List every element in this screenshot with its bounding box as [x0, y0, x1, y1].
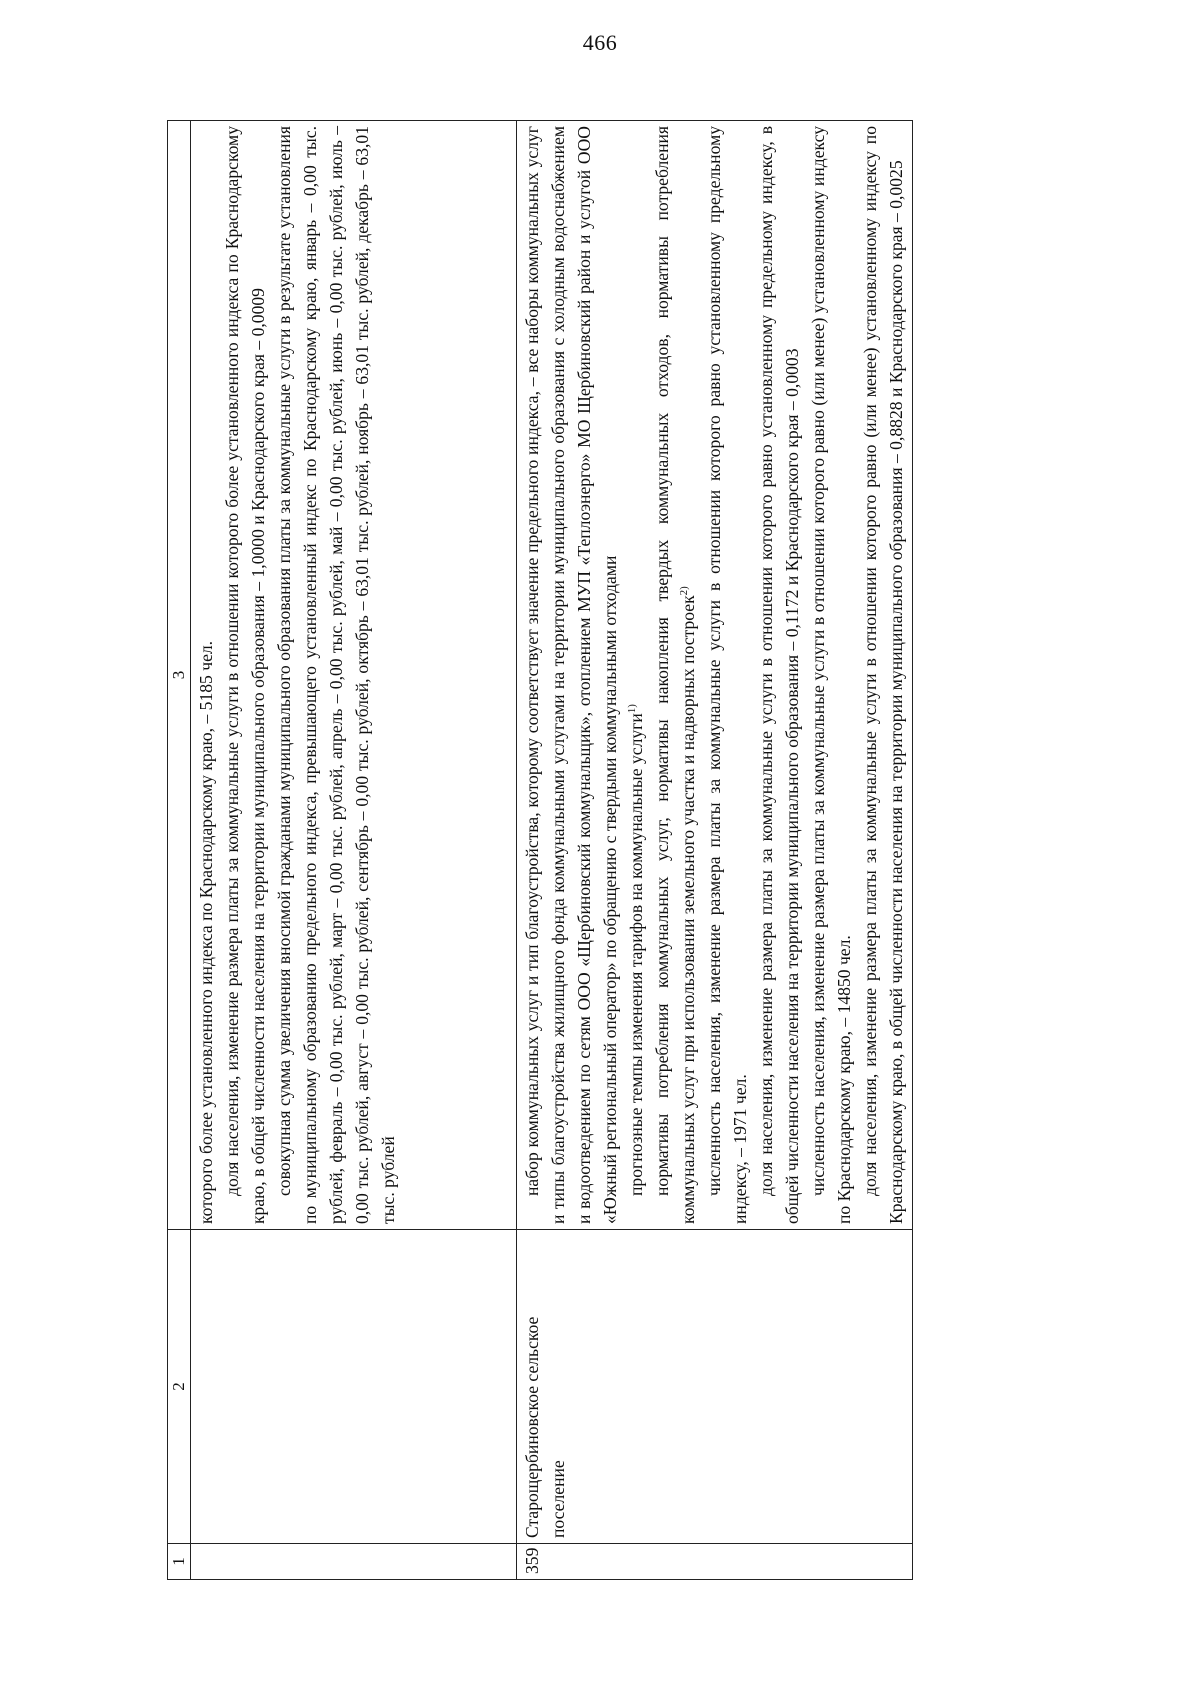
header-col-2: 2 — [168, 1230, 191, 1544]
row-number-cell — [191, 1544, 517, 1580]
detail-paragraph: численность населения, изменение размера платы за коммунальные услуги в отношении которого равно установленному предельному индексу, – 1971 чел. — [704, 126, 750, 1224]
row-details-cell — [517, 121, 913, 1230]
header-col-3: 3 — [168, 121, 191, 1230]
detail-paragraph: доля населения, изменение размера платы за коммунальные услуги в отношении которого равно (или менее) установленному индексу по Краснодарскому краю, в общей численности населения на территории муниципального образования – 0,8828 и Краснодарского края – 0,0025 — [860, 126, 906, 1224]
rotated-table-frame — [167, 120, 1073, 1580]
detail-paragraph: которого более установленного индекса по Краснодарскому краю, – 5185 чел. — [196, 640, 216, 1224]
row-number-cell: 359 — [517, 1544, 913, 1580]
detail-text: нормативы потребления коммунальных услуг, нормативы накопления твердых коммунальных отходов, нормативы потребления коммунальных услуг при использовании земельного участка и надворных построек — [652, 126, 698, 1224]
row-details-cell — [191, 121, 517, 1230]
footnote-mark: 1) — [626, 704, 639, 714]
detail-paragraph: доля населения, изменение размера платы за коммунальные услуги в отношении которого более установленного индекса по Краснодарскому краю, в общей численности населения на территории муниципального образования – 1,0000 и Краснодарского края – 0,0009 — [222, 126, 268, 1224]
detail-text: прогнозные темпы изменения тарифов на коммунальные услуги — [626, 713, 646, 1196]
footnote-mark: 2) — [678, 586, 691, 596]
municipality-name-cell — [191, 1230, 517, 1544]
rotated-table — [167, 120, 1073, 1580]
header-col-1: 1 — [168, 1544, 191, 1580]
page-number: 466 — [582, 30, 618, 55]
detail-paragraph: доля населения, изменение размера платы за коммунальные услуги в отношении которого равно установленному предельному индексу, в общей численности населения на территории муниципального образования – 0,1172 и Краснодарского края – 0,0003 — [756, 126, 802, 1224]
table-row — [517, 121, 913, 1580]
detail-paragraph — [649, 126, 701, 1224]
municipality-name-cell: Старощербиновское сельское поселение — [517, 1230, 913, 1544]
detail-paragraph: совокупная сумма увеличения вносимой гражданами муниципального образования платы за коммунальные услуги в результате установления по муниципальному образованию предельного индекса, превышающего установленный индекс по Краснодарскому краю, январь – 0,00 тыс. рублей, февраль – 0,00 тыс. рублей, март – 0,00 тыс. рублей, апрель – 0,00 тыс. рублей, май – 0,00 тыс. рублей, июнь – 0,00 тыс. рублей, июль – 0,00 тыс. рублей, август – 0,00 тыс. рублей, сентябрь – 0,00 тыс. рублей, октябрь – 63,01 тыс. рублей, ноябрь – 63,01 тыс. рублей, декабрь – 63,01 тыс. рублей — [274, 126, 398, 1224]
detail-paragraph — [623, 126, 649, 1224]
table-header-row — [168, 121, 191, 1580]
detail-paragraph: набор коммунальных услуг и тип благоустройства, которому соответствует значение предельного индекса, – все наборы коммунальных услуг и типы благоустройства жилищного фонда коммунальными услугами на территории муниципального образования с холодным водоснабжением и водоотведением по сетям ООО «Щербиновский коммунальщик», отоплением МУП «Теплоэнерго» МО Щербиновский район и услугой ООО «Южный региональный оператор» по обращению с твердыми коммунальными отходами — [522, 126, 620, 1224]
detail-paragraph: численность населения, изменение размера платы за коммунальные услуги в отношении которого равно (или менее) установленному индексу по Краснодарскому краю, – 14850 чел. — [808, 126, 854, 1224]
table-row-continued — [191, 121, 517, 1580]
data-table — [167, 120, 913, 1580]
